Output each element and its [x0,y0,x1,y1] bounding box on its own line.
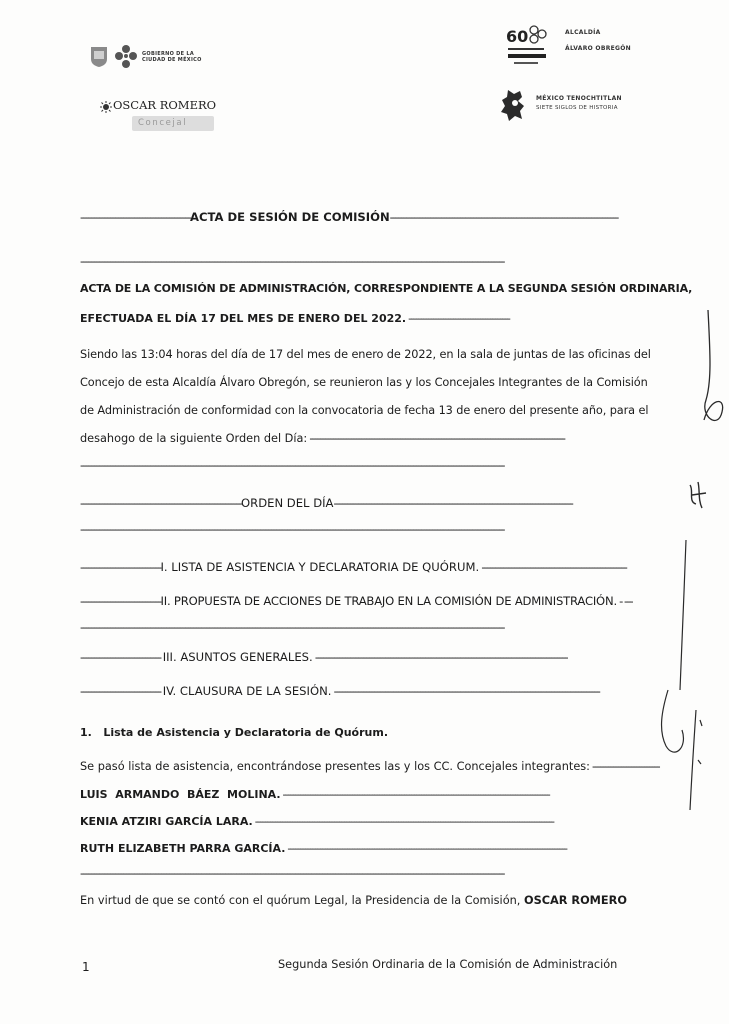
cdmx-name-line1: GOBIERNO DE LA [142,51,195,57]
sun-icon [100,98,112,110]
intro-line-1: Siendo las 13:04 horas del día de 17 del mes de enero de 2022, en la sala de juntas de las oficinas del [80,348,651,361]
mexico-line-2: SIETE SIGLOS DE HISTORIA [536,105,618,111]
agenda-item-3-text: III. ASUNTOS GENERALES. [162,650,313,664]
orden-heading-line: ------------------------------------------------------------ORDEN DEL DÍA----------------------------------------------------------------------------------------- [80,496,573,510]
alcaldia-emblem-icon [504,24,550,72]
subtitle-date: EFECTUADA EL DÍA 17 DEL MES DE ENERO DEL 2022. [80,312,407,325]
intro-line-4: desahogo de la siguiente Orden del Día: --------------------------------------------------------------------------------------------------- [80,432,565,445]
member-2: KENIA ATZIRI GARCÍA LARA. ------------------------------------------------------------------------------------------------------------------------- [80,815,554,828]
svg-text:60: 60 [506,27,529,46]
agenda-item-2-text: II. PROPUESTA DE ACCIONES DE TRABAJO EN LA COMISIÓN DE ADMINISTRACIÓN. [160,594,617,608]
cdmx-emblem-icon [114,44,138,70]
agenda-item-3: ------------------------------ III. ASUNTOS GENERALES. ---------------------------------------------------------------------------------------------- [80,650,568,664]
member-2-name: KENIA ATZIRI GARCÍA LARA. [80,815,253,828]
intro-line-2: Concejo de esta Alcaldía Álvaro Obregón, se reunieron las y los Concejales Integrantes de la Comisión [80,376,648,389]
agenda-item-1-text: I. LISTA DE ASISTENCIA Y DECLARATORIA DE QUÓRUM. [160,560,480,574]
attendance-intro: Se pasó lista de asistencia, encontrándose presentes las y los CC. Concejales integrantes: -------------------------- [80,760,660,773]
intro-line-4-text: desahogo de la siguiente Orden del Día: [80,432,308,445]
alcaldia-label-1: ALCALDÍA [565,29,601,36]
separator-line: -------------------------------------------------------------------------------------------------------------------------------------------------------------- [80,866,504,880]
alcaldia-label-2: ÁLVARO OBREGÓN [565,45,631,52]
agenda-item-4-text: IV. CLAUSURA DE LA SESIÓN. [162,684,332,698]
closing-name: OSCAR ROMERO [523,894,627,907]
oscar-name: OSCAR ROMERO [113,98,217,112]
mexico-tenochtitlan-logo [500,88,660,122]
separator-line: -------------------------------------------------------------------------------------------------------------------------------------------------------------- [80,254,504,268]
cdmx-name [142,51,202,63]
intro-line-3: de Administración de conformidad con la convocatoria de fecha 13 de enero del presente año, para el [80,404,649,417]
document-title: ACTA DE SESIÓN DE COMISIÓN [190,210,390,224]
subtitle-line-2: EFECTUADA EL DÍA 17 DEL MES DE ENERO DEL 2022. ----------------------------------------- [80,312,510,325]
eagle-glyph-icon [500,88,530,122]
separator-line: -------------------------------------------------------------------------------------------------------------------------------------------------------------- [80,458,504,472]
oscar-title: Concejal [132,116,214,131]
member-1: LUIS ARMANDO BÁEZ MOLINA. ------------------------------------------------------------------------------------------------------------ [80,788,550,801]
footer-text: Segunda Sesión Ordinaria de la Comisión de Administración [278,958,618,971]
member-3: RUTH ELIZABETH PARRA GARCÍA. ----------------------------------------------------------------------------------------------------------------- [80,842,567,855]
oscar-romero-logo [100,98,220,134]
coat-of-arms-icon [90,46,108,68]
page-number: 1 [82,960,90,974]
section-1-heading: 1. Lista de Asistencia y Declaratoria de Quórum. [80,726,389,739]
member-3-name: RUTH ELIZABETH PARRA GARCÍA. [80,842,286,855]
closing-text: En virtud de que se contó con el quórum Legal, la Presidencia de la Comisión, [80,894,521,907]
orden-heading: ORDEN DEL DÍA [241,496,334,510]
subtitle-line-1: ACTA DE LA COMISIÓN DE ADMINISTRACIÓN, CORRESPONDIENTE A LA SEGUNDA SESIÓN ORDINARIA, [80,282,693,295]
member-1-name: LUIS ARMANDO BÁEZ MOLINA. [80,788,281,801]
agenda-item-1: ------------------------------I. LISTA DE ASISTENCIA Y DECLARATORIA DE QUÓRUM. ------------------------------------------------------ [80,560,627,574]
cdmx-logo-group [90,44,210,70]
title-line: -----------------------------------------ACTA DE SESIÓN DE COMISIÓN------------------------------------------------------------------------------------- [80,210,618,224]
margin-signatures [640,290,729,850]
alcaldia-logo [504,24,654,72]
cdmx-name-line2: CIUDAD DE MÉXICO [142,57,202,63]
agenda-item-4: ------------------------------ IV. CLAUSURA DE LA SESIÓN. --------------------------------------------------------------------------------------------------- [80,684,600,698]
separator-line: -------------------------------------------------------------------------------------------------------------------------------------------------------------- [80,522,504,536]
separator-line: -------------------------------------------------------------------------------------------------------------------------------------------------------------- [80,620,504,634]
mexico-line-1: MÉXICO TENOCHTITLAN [536,95,622,102]
attendance-intro-text: Se pasó lista de asistencia, encontrándose presentes las y los CC. Concejales integrantes: [80,760,590,773]
closing-line [80,894,640,907]
agenda-item-2: ------------------------------II. PROPUESTA DE ACCIONES DE TRABAJO EN LA COMISIÓN DE ADMINISTRACIÓN. - --- [80,594,633,608]
